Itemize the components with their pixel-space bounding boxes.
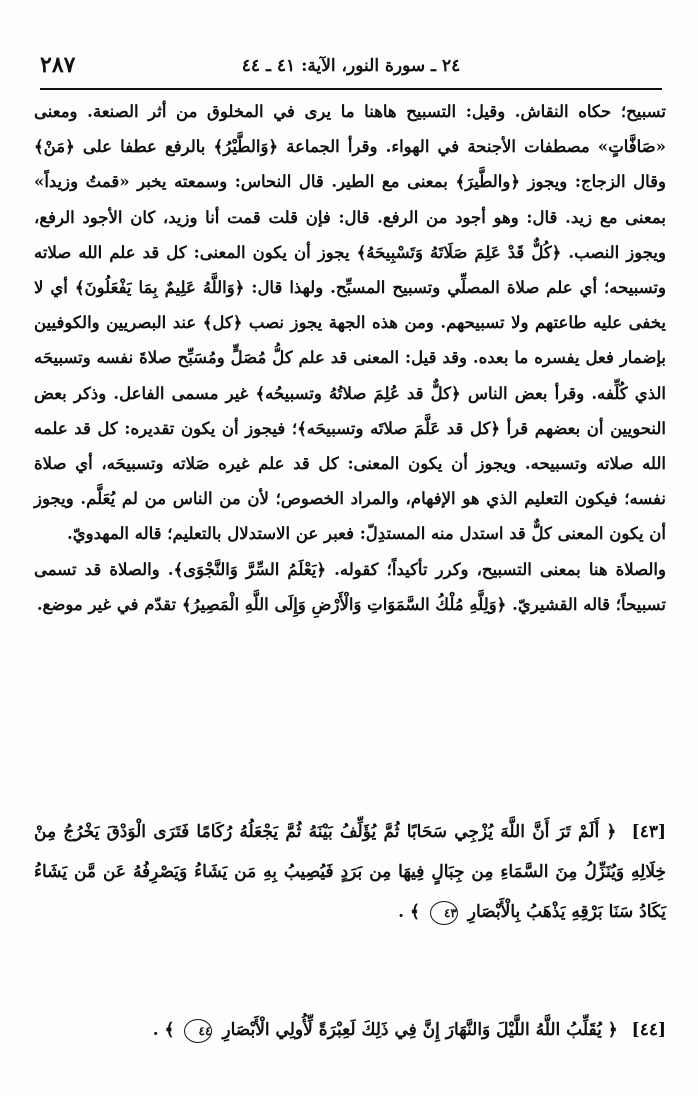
quran-verse — [34, 1010, 666, 1050]
verse-block-44 — [34, 1010, 666, 1050]
page-header — [40, 52, 662, 86]
page-number: ٢٨٧ — [40, 52, 76, 78]
quran-verse — [34, 812, 666, 932]
verse-text: ﴿ أَلَمْ تَرَ أَنَّ اللَّهَ يُزْجِي سَحَابًا ثُمَّ يُؤَلِّفُ بَيْنَهُ ثُمَّ يَجْعَلُهُ رُكَامًا فَتَرَى الْوَدْقَ يَخْرُجُ مِنْ خِلَالِهِ وَيُنَزِّلُ مِنَ السَّمَاءِ مِن جِبَالٍ فِيهَا مِن بَرَدٍ فَيُصِيبُ بِهِ مَن يَشَاءُ وَيَصْرِفُهُ عَن مَّن يَشَاءُ يَكَادُ سَنَا بَرْقِهِ يَذْهَبُ بِالْأَبْصَارِ — [34, 822, 666, 922]
header-rule — [40, 88, 662, 90]
running-title: ٢٤ ـ سورة النور، الآية: ٤١ ـ ٤٤ — [241, 56, 461, 76]
verse-closing: ﴾ . — [152, 1020, 175, 1040]
commentary-paragraph: تسبيح؛ حكاه النقاش. وقيل: التسبيح هاهنا ما يرى في المخلوق من أثر الصنعة. ومعنى «صَافَّاتٍ» مصطفات الأجنحة في الهواء. وقرأ الجماعة ﴿وَالطَّيْرُ﴾ بالرفع عطفا على ﴿مَنْ﴾ وقال الزجاج: ويجوز ﴿والطَّيرَ﴾ بمعنى مع الطير. قال النحاس: وسمعته يخبر «قمتُ وزيداً» بمعنى مع زيد. قال: وهو أجود من الرفع. قال: فإن قلت قمت أنا وزيد، كان الأجود الرفع، ويجوز النصب. ﴿كُلٌّ قَدْ عَلِمَ صَلَاتَهُ وَتَسْبِيحَهُ﴾ يجوز أن يكون المعنى: كل قد علم الله صلاته وتسبيحه؛ أي علم صلاة المصلِّي وتسبيح المسبِّح. ولهذا قال: ﴿وَاللَّهُ عَلِيمٌ بِمَا يَفْعَلُونَ﴾ أي لا يخفى عليه طاعتهم ولا تسبيحهم. ومن هذه الجهة يجوز نصب ﴿كل﴾ عند البصريين والكوفيين بإضمار فعل يفسره ما بعده. وقد قيل: المعنى قد علم كلُّ مُصَلٍّ ومُسَبِّح صلاةَ نفسه وتسبيحَه الذي كُلِّفه. وقرأ بعض الناس ﴿كلٌّ قد عُلِمَ صلاتُهُ وتسبيحُه﴾ غير مسمى الفاعل. وذكر بعض النحويين أن بعضهم قرأ ﴿كل قد عَلَّمَ صلاتَه وتسبيحَه﴾؛ فيجوز أن يكون تقديره: كل قد علمه الله صلاته وتسبيحه. ويجوز أن يكون المعنى: كل قد علم غيره صَلاته وتسبيحَه، أي صلاة نفسه؛ فيكون التعليم الذي هو الإفهام، والمراد الخصوص؛ لأن من الناس من لم يُعَلَّم. ويجوز أن يكون المعنى كلٌّ قد استدل منه المستدِلّ: فعبر عن الاستدلال بالتعليم؛ قاله المهدويّ. — [34, 102, 666, 544]
verse-number: [٤٣] — [631, 822, 667, 842]
commentary-text — [34, 94, 666, 622]
verse-block-43 — [34, 812, 666, 932]
verse-text: ﴿ يُقَلِّبُ اللَّهُ اللَّيْلَ وَالنَّهَارَ إِنَّ فِي ذَلِكَ لَعِبْرَةً لِّأُولِي الْأَبْصَارِ — [222, 1020, 618, 1040]
verse-closing: ﴾ . — [398, 902, 420, 922]
verse-end-marker-icon: ٤٤ — [184, 1019, 212, 1043]
commentary-paragraph: والصلاة هنا بمعنى التسبيح، وكرر تأكيداً؛ كقوله. ﴿يَعْلَمُ السِّرَّ وَالنَّجْوَى﴾. والصلاة قد تسمى تسبيحاً؛ قاله القشيريّ. ﴿وَلِلَّهِ مُلْكُ السَّمَوَاتِ وَالْأَرْضِ وَإِلَى اللَّهِ الْمَصِيرُ﴾ تقدّم في غير موضع. — [34, 559, 666, 614]
verse-end-marker-icon: ٤٣ — [430, 901, 458, 925]
verse-number: [٤٤] — [631, 1020, 666, 1040]
